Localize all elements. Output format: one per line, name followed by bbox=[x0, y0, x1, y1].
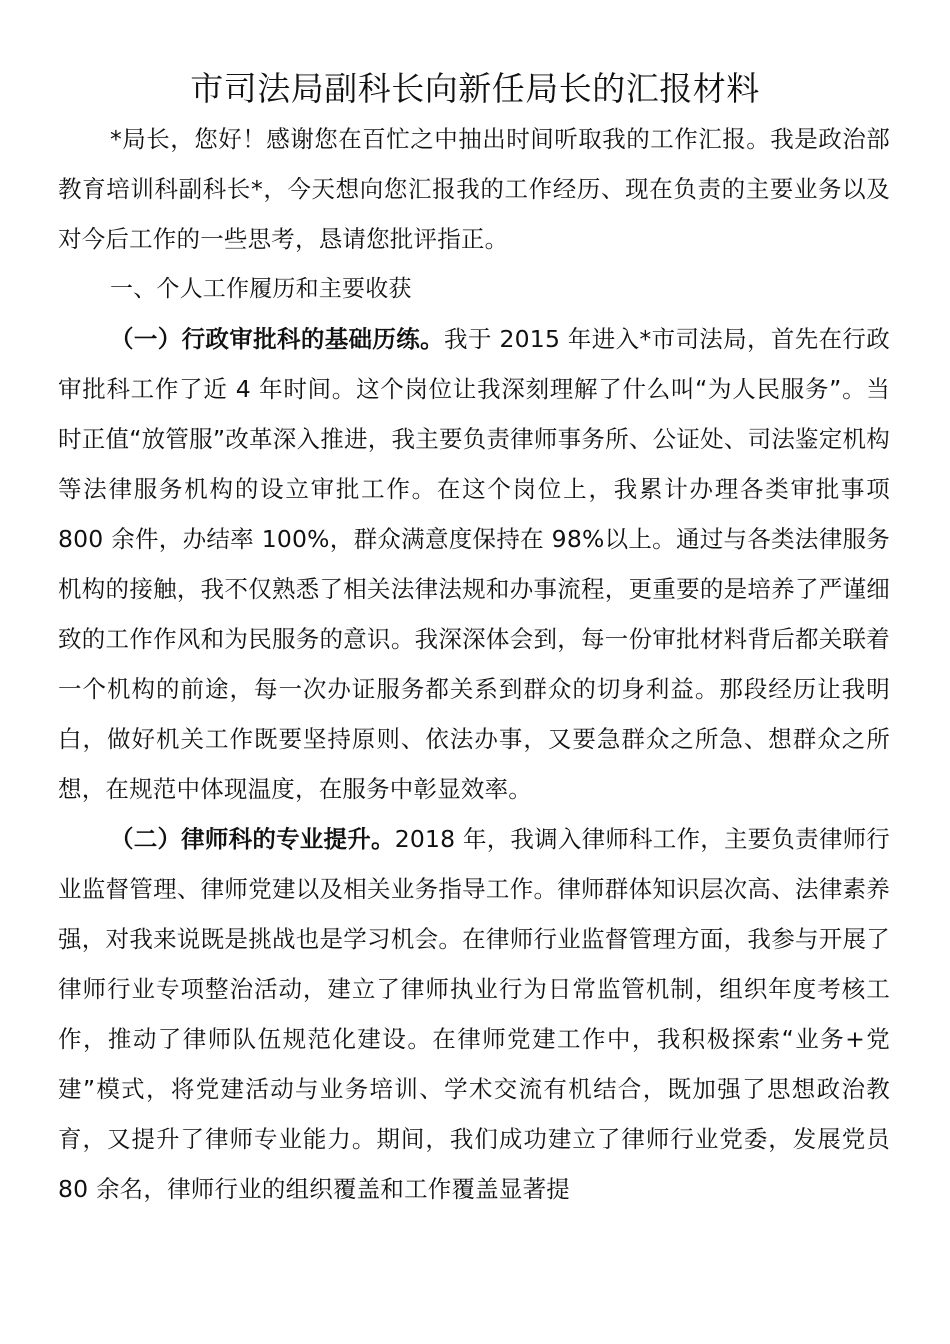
section-heading bbox=[58, 264, 890, 314]
paragraph-greeting bbox=[58, 114, 890, 264]
document-title: 市司法局副科长向新任局长的汇报材料 bbox=[190, 69, 760, 108]
paragraph-lawyer-section bbox=[58, 814, 890, 1214]
paragraph-text: 我于 2015 年进入*市司法局，首先在行政审批科工作了近 4 年时间。这个岗位让我深刻理解了什么叫“为人民服务”。当时正值“放管服”改革深入推进，我主要负责律师事务所、公证处、司法鉴定机构等法律服务机构的设立审批工作。在这个岗位上，我累计办理各类审批事项 800 余件，办结率 100%，群众满意度保持在 98%以上。通过与各类法律服务机构的接触，我不仅熟悉了相关法律法规和办事流程，更重要的是培养了严谨细致的工作作风和为民服务的意识。我深深体会到，每一份审批材料背后都关联着一个机构的前途，每一次办证服务都关系到群众的切身利益。那段经历让我明白，做好机关工作既要坚持原则、依法办事，又要急群众之所急、想群众之所想，在规范中体现温度，在服务中彰显效率。 bbox=[58, 325, 890, 803]
section-heading-text: 一、个人工作履历和主要收获 bbox=[110, 276, 412, 302]
subsection-heading: （二）律师科的专业提升。 bbox=[110, 825, 395, 853]
subsection-heading: （一）行政审批科的基础历练。 bbox=[110, 325, 444, 353]
paragraph-text: 2018 年，我调入律师科工作，主要负责律师行业监督管理、律师党建以及相关业务指导工作。律师群体知识层次高、法律素养强，对我来说既是挑战也是学习机会。在律师行业监督管理方面，我参与开展了律师行业专项整治活动，建立了律师执业行为日常监管机制，组织年度考核工作，推动了律师队伍规范化建设。在律师党建工作中，我积极探索“业务+党建”模式，将党建活动与业务培训、学术交流有机结合，既加强了思想政治教育，又提升了律师专业能力。期间，我们成功建立了律师行业党委，发展党员 80 余名，律师行业的组织覆盖和工作覆盖显著提 bbox=[58, 825, 890, 1203]
paragraph-text: *局长，您好！感谢您在百忙之中抽出时间听取我的工作汇报。我是政治部教育培训科副科长*，今天想向您汇报我的工作经历、现在负责的主要业务以及对今后工作的一些思考，恳请您批评指正。 bbox=[58, 125, 890, 253]
paragraph-administrative-approval bbox=[58, 314, 890, 814]
document-body bbox=[58, 114, 890, 1214]
